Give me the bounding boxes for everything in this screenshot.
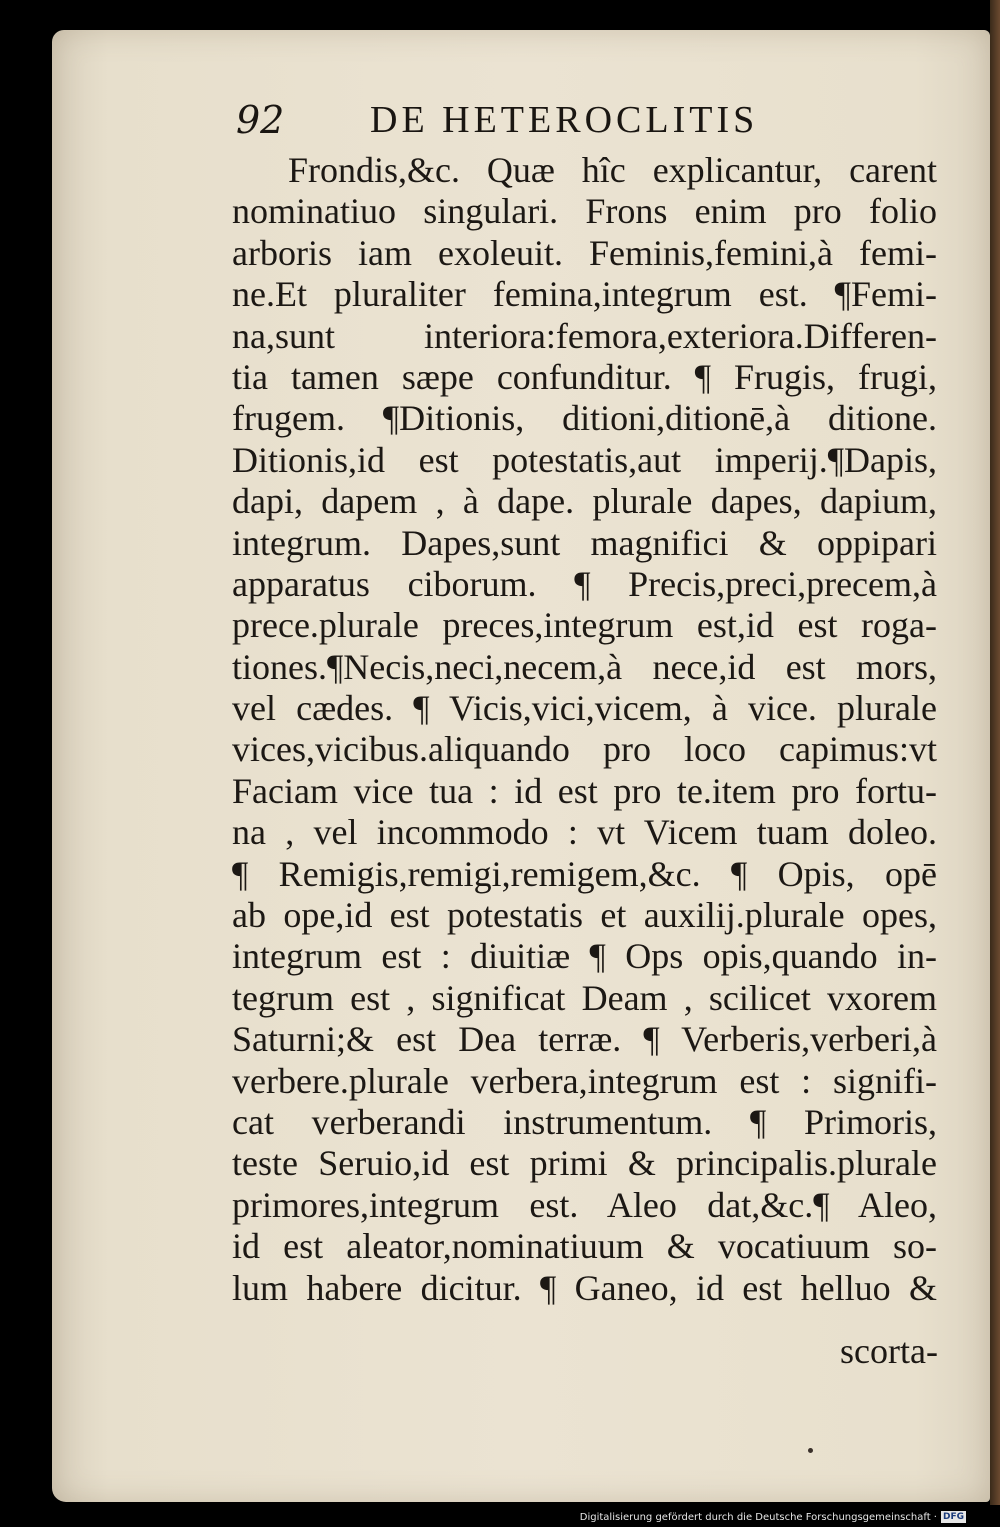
text-line: nominatiuo singulari. Frons enim pro folio bbox=[232, 191, 937, 232]
text-line: id est aleator,nominatiuum & vocatiuum so- bbox=[232, 1226, 937, 1267]
digitization-footer bbox=[580, 1510, 966, 1524]
text-line: prece.plurale preces,integrum est,id est roga- bbox=[232, 605, 937, 646]
text-line: apparatus ciborum. ¶ Precis,preci,precem,à bbox=[232, 563, 937, 604]
text-line: cat verberandi instrumentum. ¶ Primoris, bbox=[232, 1101, 937, 1142]
text-line: arboris iam exoleuit. Feminis,femini,à femi- bbox=[232, 232, 937, 273]
text-line: ¶ Remigis,remigi,remigem,&c. ¶ Opis, opē bbox=[232, 853, 937, 894]
text-line: vices,vicibus.aliquando pro loco capimus:vt bbox=[232, 729, 937, 770]
text-line: teste Seruio,id est primi & principalis.plurale bbox=[232, 1143, 937, 1184]
ink-dot bbox=[808, 1448, 813, 1453]
text-line: frugem. ¶Ditionis, ditioni,ditionē,à ditione. bbox=[232, 398, 937, 439]
text-line: verbere.plurale verbera,integrum est : signifi- bbox=[232, 1060, 937, 1101]
text-block bbox=[232, 150, 937, 1309]
text-line: na,sunt interiora:femora,exteriora.Differen- bbox=[232, 315, 937, 356]
text-line: tegrum est , significat Deam , scilicet vxorem bbox=[232, 977, 937, 1018]
page-header bbox=[236, 98, 936, 148]
page-number: 92 bbox=[236, 98, 285, 142]
text-line: vel cædes. ¶ Vicis,vici,vicem, à vice. plurale bbox=[232, 688, 937, 729]
text-line: Saturni;& est Dea terræ. ¶ Verberis,verberi,à bbox=[232, 1019, 937, 1060]
text-line: tia tamen sæpe confunditur. ¶ Frugis, frugi, bbox=[232, 356, 937, 397]
text-line: na , vel incommodo : vt Vicem tuam doleo. bbox=[232, 812, 937, 853]
text-line: tiones.¶Necis,neci,necem,à nece,id est mors, bbox=[232, 646, 937, 687]
text-line: dapi, dapem , à dape. plurale dapes, dapium, bbox=[232, 481, 937, 522]
book-edge bbox=[990, 0, 1000, 1505]
text-line: ne.Et pluraliter femina,integrum est. ¶Femi- bbox=[232, 274, 937, 315]
catchword: scorta- bbox=[840, 1331, 938, 1371]
text-line: Frondis,&c. Quæ hîc explicantur, carent bbox=[288, 150, 937, 190]
text-line: primores,integrum est. Aleo dat,&c.¶ Aleo, bbox=[232, 1184, 937, 1225]
dfg-logo-icon: DFG bbox=[942, 1512, 964, 1522]
footer-credit: Digitalisierung gefördert durch die Deutsche Forschungsgemeinschaft · bbox=[579, 1511, 937, 1523]
text-line: Ditionis,id est potestatis,aut imperij.¶Dapis, bbox=[232, 439, 937, 480]
text-line: integrum. Dapes,sunt magnifici & oppipari bbox=[232, 522, 937, 563]
running-title: DE HETEROCLITIS bbox=[370, 99, 759, 141]
text-line: ab ope,id est potestatis et auxilij.plurale opes, bbox=[232, 895, 937, 936]
text-line: lum habere dicitur. ¶ Ganeo, id est helluo & bbox=[232, 1267, 937, 1308]
text-line: Faciam vice tua : id est pro te.item pro fortu- bbox=[232, 770, 937, 811]
text-line: integrum est : diuitiæ ¶ Ops opis,quando in- bbox=[232, 936, 937, 977]
